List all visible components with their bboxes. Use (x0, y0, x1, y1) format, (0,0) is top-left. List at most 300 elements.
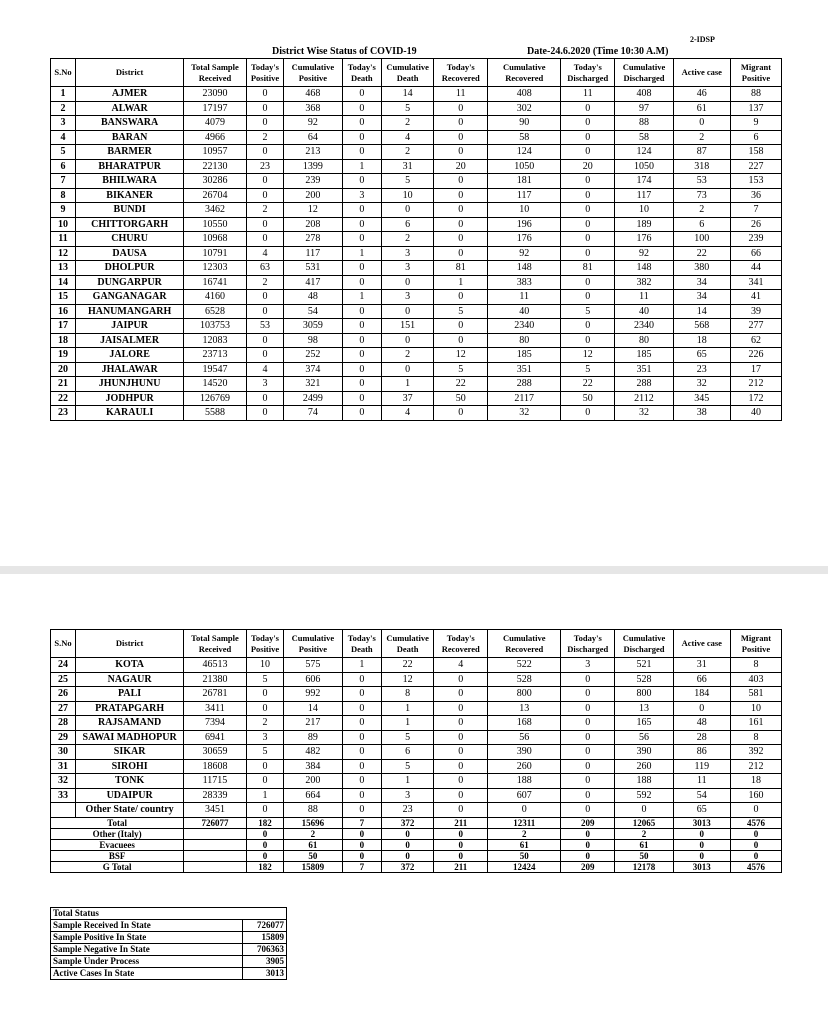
table-cell: 12311 (488, 817, 561, 828)
table-cell: 6 (382, 217, 434, 232)
district-name: BARAN (75, 130, 183, 145)
table-cell: 73 (673, 188, 730, 203)
table-cell: 0 (561, 333, 615, 348)
district-name: JHUNJHUNU (75, 377, 183, 392)
table-cell: 46513 (184, 658, 246, 673)
column-header: Today's Death (342, 630, 382, 658)
table-cell: 0 (246, 232, 283, 247)
table-cell: 14 (51, 275, 76, 290)
district-name: BUNDI (75, 203, 183, 218)
table-cell: 0 (434, 730, 488, 745)
table-cell: 64 (284, 130, 342, 145)
table-cell: 40 (615, 304, 673, 319)
status-value: 706363 (243, 944, 287, 956)
table-cell: 23 (673, 362, 730, 377)
table-cell: 66 (673, 672, 730, 687)
table-cell: 482 (284, 745, 342, 760)
table-cell: 26781 (184, 687, 246, 702)
table-row (51, 348, 782, 363)
table-cell: 0 (246, 701, 283, 716)
table-cell: 2 (246, 275, 283, 290)
table-cell: 607 (488, 788, 561, 803)
table-cell: 3013 (673, 817, 730, 828)
table-cell: 14 (284, 701, 342, 716)
district-name: KOTA (75, 658, 183, 673)
table-cell: 0 (342, 348, 382, 363)
district-name: KARAULI (75, 406, 183, 421)
table-cell: 87 (673, 145, 730, 160)
table-cell: 2 (284, 828, 342, 839)
table-cell: 14 (673, 304, 730, 319)
table-cell: 5 (246, 672, 283, 687)
table-cell: 37 (382, 391, 434, 406)
table-cell: 606 (284, 672, 342, 687)
total-row (51, 817, 782, 828)
table-cell: 0 (561, 116, 615, 131)
table-cell: 992 (284, 687, 342, 702)
table-cell: 22 (382, 658, 434, 673)
table-cell: 53 (246, 319, 283, 334)
table-row (51, 130, 782, 145)
table-cell: 0 (673, 839, 730, 850)
table-cell: 13 (51, 261, 76, 276)
table-row (51, 745, 782, 760)
table-cell: 0 (561, 174, 615, 189)
table-cell: 0 (382, 362, 434, 377)
table-cell: 17 (730, 362, 781, 377)
status-value: 3013 (243, 968, 287, 980)
table-cell: 12 (434, 348, 488, 363)
table-cell: 239 (284, 174, 342, 189)
table-cell: 7 (342, 817, 382, 828)
table-cell: 28 (51, 716, 76, 731)
table-cell: 0 (561, 406, 615, 421)
table-cell: 53 (673, 174, 730, 189)
table-cell: 12065 (615, 817, 673, 828)
table-cell: 86 (673, 745, 730, 760)
table-cell: 88 (284, 803, 342, 818)
table-row (51, 788, 782, 803)
table-cell: 390 (488, 745, 561, 760)
table-cell: 318 (673, 159, 730, 174)
table-cell: 0 (434, 774, 488, 789)
table-cell: 4576 (730, 817, 781, 828)
column-header: Cumulative Death (382, 59, 434, 87)
table-cell: 408 (615, 87, 673, 102)
table-cell: 0 (342, 839, 382, 850)
district-name: BHARATPUR (75, 159, 183, 174)
table-cell: 11 (488, 290, 561, 305)
table-cell: 0 (342, 716, 382, 731)
table-cell: 288 (488, 377, 561, 392)
table-cell: 5 (561, 304, 615, 319)
column-header: Today's Death (342, 59, 382, 87)
district-name: AJMER (75, 87, 183, 102)
table-cell: 200 (284, 188, 342, 203)
table-cell: 40 (730, 406, 781, 421)
status-row (51, 944, 287, 956)
table-cell: 2 (382, 232, 434, 247)
total-row (51, 828, 782, 839)
table-cell: 2117 (488, 391, 561, 406)
status-value: 726077 (243, 920, 287, 932)
table-row (51, 261, 782, 276)
district-table-part-2 (50, 629, 782, 873)
table-cell: 3 (51, 116, 76, 131)
table-cell: 15809 (284, 861, 342, 872)
table-cell: 24 (51, 658, 76, 673)
table-cell: 8 (730, 658, 781, 673)
table-cell: 36 (730, 188, 781, 203)
table-cell: 32 (673, 377, 730, 392)
table-row (51, 116, 782, 131)
table-cell: 38 (673, 406, 730, 421)
district-name: Other State/ country (75, 803, 183, 818)
table-cell: 4 (246, 362, 283, 377)
table-cell: 124 (488, 145, 561, 160)
table-row (51, 101, 782, 116)
table-cell: 61 (488, 839, 561, 850)
table-cell: 185 (488, 348, 561, 363)
total-row (51, 839, 782, 850)
total-label: BSF (51, 850, 184, 861)
table-cell: 417 (284, 275, 342, 290)
table-cell: 10 (730, 701, 781, 716)
table-cell: 0 (434, 850, 488, 861)
district-name: CHURU (75, 232, 183, 247)
table-cell: 5 (382, 759, 434, 774)
table-cell: 0 (561, 788, 615, 803)
table-cell: 4 (434, 658, 488, 673)
table-row (51, 672, 782, 687)
table-cell: 2 (615, 828, 673, 839)
table-row (51, 391, 782, 406)
table-cell: 0 (434, 803, 488, 818)
table-cell: 0 (246, 304, 283, 319)
table-cell: 0 (488, 803, 561, 818)
column-header: District (75, 59, 183, 87)
table-cell: 103753 (184, 319, 246, 334)
table-cell: 0 (434, 188, 488, 203)
table-cell: 3451 (184, 803, 246, 818)
table-cell: 81 (561, 261, 615, 276)
table-cell: 92 (615, 246, 673, 261)
table-cell: 58 (615, 130, 673, 145)
table-cell: 50 (561, 391, 615, 406)
table-cell: 0 (342, 803, 382, 818)
table-cell: 2 (673, 130, 730, 145)
table-cell: 168 (488, 716, 561, 731)
table-cell: 5 (246, 745, 283, 760)
status-row (51, 932, 287, 944)
table-cell: 61 (284, 839, 342, 850)
table-cell: 351 (488, 362, 561, 377)
table-cell: 188 (615, 774, 673, 789)
district-name: GANGANAGAR (75, 290, 183, 305)
table-cell: 11 (673, 774, 730, 789)
table-cell: 40 (488, 304, 561, 319)
district-name: TONK (75, 774, 183, 789)
table-cell: 0 (246, 348, 283, 363)
table-cell: 0 (342, 672, 382, 687)
table-cell: 22 (673, 246, 730, 261)
table-cell: 32 (615, 406, 673, 421)
table-cell: 41 (730, 290, 781, 305)
column-header: Today's Positive (246, 59, 283, 87)
table-cell: 20 (561, 159, 615, 174)
table-cell: 28339 (184, 788, 246, 803)
table-cell: 0 (561, 687, 615, 702)
district-name: BIKANER (75, 188, 183, 203)
table-cell: 0 (342, 319, 382, 334)
district-name: SIKAR (75, 745, 183, 760)
table-cell: 4 (51, 130, 76, 145)
table-cell: 0 (342, 130, 382, 145)
table-cell: 212 (730, 377, 781, 392)
table-row (51, 217, 782, 232)
column-header: Cumulative Recovered (488, 630, 561, 658)
table-cell: 0 (342, 745, 382, 760)
table-cell: 34 (673, 290, 730, 305)
table-cell: 0 (561, 745, 615, 760)
district-name: DHOLPUR (75, 261, 183, 276)
table-cell: 61 (615, 839, 673, 850)
status-label: Sample Received In State (51, 920, 243, 932)
table-cell: 0 (342, 730, 382, 745)
table-cell: 9 (730, 116, 781, 131)
table-cell: 14520 (184, 377, 246, 392)
district-name: JAISALMER (75, 333, 183, 348)
table-row (51, 188, 782, 203)
status-value: 3905 (243, 956, 287, 968)
table-cell: 12424 (488, 861, 561, 872)
table-row (51, 319, 782, 334)
table-cell: 3059 (284, 319, 342, 334)
table-cell: 664 (284, 788, 342, 803)
table-row (51, 774, 782, 789)
table-cell: 0 (342, 687, 382, 702)
table-cell: 10 (615, 203, 673, 218)
column-header: Today's Recovered (434, 59, 488, 87)
table-cell: 11 (434, 87, 488, 102)
table-cell: 0 (615, 803, 673, 818)
table-cell: 3 (561, 658, 615, 673)
table-cell: 8 (382, 687, 434, 702)
column-header: Total Sample Received (184, 59, 246, 87)
report-date: Date-24.6.2020 (Time 10:30 A.M) (527, 46, 669, 57)
table-cell: 0 (561, 774, 615, 789)
column-header: Active case (673, 630, 730, 658)
table-cell: 16 (51, 304, 76, 319)
table-cell: 32 (51, 774, 76, 789)
table-cell: 726077 (184, 817, 246, 828)
table-cell: 189 (615, 217, 673, 232)
district-name: JODHPUR (75, 391, 183, 406)
total-label: Total (51, 817, 184, 828)
table-cell: 528 (488, 672, 561, 687)
table-cell: 1 (342, 658, 382, 673)
table-cell: 0 (246, 174, 283, 189)
table-cell: 0 (434, 319, 488, 334)
district-table-part-1 (50, 58, 782, 421)
table-cell: 97 (615, 101, 673, 116)
table-cell: 2 (246, 716, 283, 731)
table-cell: 1 (246, 788, 283, 803)
table-cell: 50 (434, 391, 488, 406)
table-cell: 0 (561, 730, 615, 745)
table-cell: 592 (615, 788, 673, 803)
table-cell: 0 (561, 672, 615, 687)
table-cell: 98 (284, 333, 342, 348)
table-cell: 22130 (184, 159, 246, 174)
table-cell: 88 (730, 87, 781, 102)
table-cell: 92 (284, 116, 342, 131)
table-row (51, 203, 782, 218)
table-cell: 380 (673, 261, 730, 276)
table-cell: 117 (488, 188, 561, 203)
table-cell: 148 (615, 261, 673, 276)
table-cell: 0 (561, 701, 615, 716)
table-cell: 0 (561, 217, 615, 232)
table-cell: 0 (561, 839, 615, 850)
table-cell: 117 (615, 188, 673, 203)
table-cell: 3411 (184, 701, 246, 716)
table-cell: 176 (615, 232, 673, 247)
table-cell: 0 (434, 116, 488, 131)
column-header: S.No (51, 59, 76, 87)
table-cell: 531 (284, 261, 342, 276)
table-cell: 800 (615, 687, 673, 702)
table-cell: 0 (342, 333, 382, 348)
table-cell: 31 (382, 159, 434, 174)
table-cell: 0 (382, 828, 434, 839)
table-cell: 0 (246, 116, 283, 131)
table-cell: 26704 (184, 188, 246, 203)
table-header-row (51, 630, 782, 658)
table-cell: 383 (488, 275, 561, 290)
table-cell: 0 (246, 828, 283, 839)
table-cell (184, 828, 246, 839)
table-cell: 10968 (184, 232, 246, 247)
table-cell: 2 (246, 203, 283, 218)
table-cell: 80 (615, 333, 673, 348)
table-cell: 0 (434, 246, 488, 261)
table-cell: 0 (673, 116, 730, 131)
table-cell (184, 839, 246, 850)
table-cell: 2 (382, 348, 434, 363)
column-header: Cumulative Recovered (488, 59, 561, 87)
table-cell: 17197 (184, 101, 246, 116)
table-cell: 382 (615, 275, 673, 290)
table-cell: 1 (382, 701, 434, 716)
table-cell: 5 (434, 304, 488, 319)
table-cell: 0 (561, 759, 615, 774)
table-cell: 239 (730, 232, 781, 247)
district-name: JAIPUR (75, 319, 183, 334)
table-cell: 4 (382, 406, 434, 421)
table-cell: 0 (561, 319, 615, 334)
column-header: Active case (673, 59, 730, 87)
table-cell: 278 (284, 232, 342, 247)
table-cell: 33 (51, 788, 76, 803)
status-row (51, 956, 287, 968)
table-cell: 3 (246, 377, 283, 392)
column-header: Today's Discharged (561, 59, 615, 87)
table-cell: 0 (561, 828, 615, 839)
table-cell: 0 (561, 232, 615, 247)
table-cell: 0 (342, 391, 382, 406)
table-row (51, 730, 782, 745)
table-cell: 65 (673, 348, 730, 363)
table-cell: 1 (342, 246, 382, 261)
table-cell: 0 (246, 406, 283, 421)
table-cell: 217 (284, 716, 342, 731)
table-row (51, 716, 782, 731)
table-cell: 182 (246, 817, 283, 828)
table-cell: 0 (382, 275, 434, 290)
table-cell: 81 (434, 261, 488, 276)
page-separator (0, 566, 828, 574)
table-cell: 21380 (184, 672, 246, 687)
table-cell: 22 (51, 391, 76, 406)
table-cell: 9 (51, 203, 76, 218)
table-header-row (51, 59, 782, 87)
table-cell: 0 (246, 687, 283, 702)
table-cell: 302 (488, 101, 561, 116)
table-cell: 44 (730, 261, 781, 276)
table-cell: 0 (673, 850, 730, 861)
table-cell: 0 (561, 290, 615, 305)
table-row (51, 145, 782, 160)
table-cell: 0 (342, 759, 382, 774)
table-cell: 137 (730, 101, 781, 116)
column-header: District (75, 630, 183, 658)
table-cell: 372 (382, 861, 434, 872)
table-cell: 288 (615, 377, 673, 392)
district-name: SAWAI MADHOPUR (75, 730, 183, 745)
table-cell: 0 (730, 803, 781, 818)
table-cell: 2 (488, 828, 561, 839)
table-cell: 0 (434, 145, 488, 160)
table-cell: 62 (730, 333, 781, 348)
table-row (51, 304, 782, 319)
table-cell: 0 (434, 687, 488, 702)
table-cell: 277 (730, 319, 781, 334)
table-cell: 50 (615, 850, 673, 861)
table-row (51, 406, 782, 421)
table-cell: 4 (382, 130, 434, 145)
form-code: 2-IDSP (690, 35, 715, 44)
table-cell: 374 (284, 362, 342, 377)
district-name: CHITTORGARH (75, 217, 183, 232)
table-cell: 23713 (184, 348, 246, 363)
table-cell: 211 (434, 861, 488, 872)
table-cell: 18608 (184, 759, 246, 774)
column-header: Today's Discharged (561, 630, 615, 658)
total-row (51, 850, 782, 861)
table-row (51, 362, 782, 377)
table-cell: 21 (51, 377, 76, 392)
table-cell: 160 (730, 788, 781, 803)
table-cell: 50 (488, 850, 561, 861)
table-cell: 7394 (184, 716, 246, 731)
table-cell: 0 (342, 701, 382, 716)
table-cell: 0 (342, 174, 382, 189)
table-cell: 0 (382, 333, 434, 348)
total-label: Other (Italy) (51, 828, 184, 839)
table-cell: 0 (342, 377, 382, 392)
table-cell: 196 (488, 217, 561, 232)
